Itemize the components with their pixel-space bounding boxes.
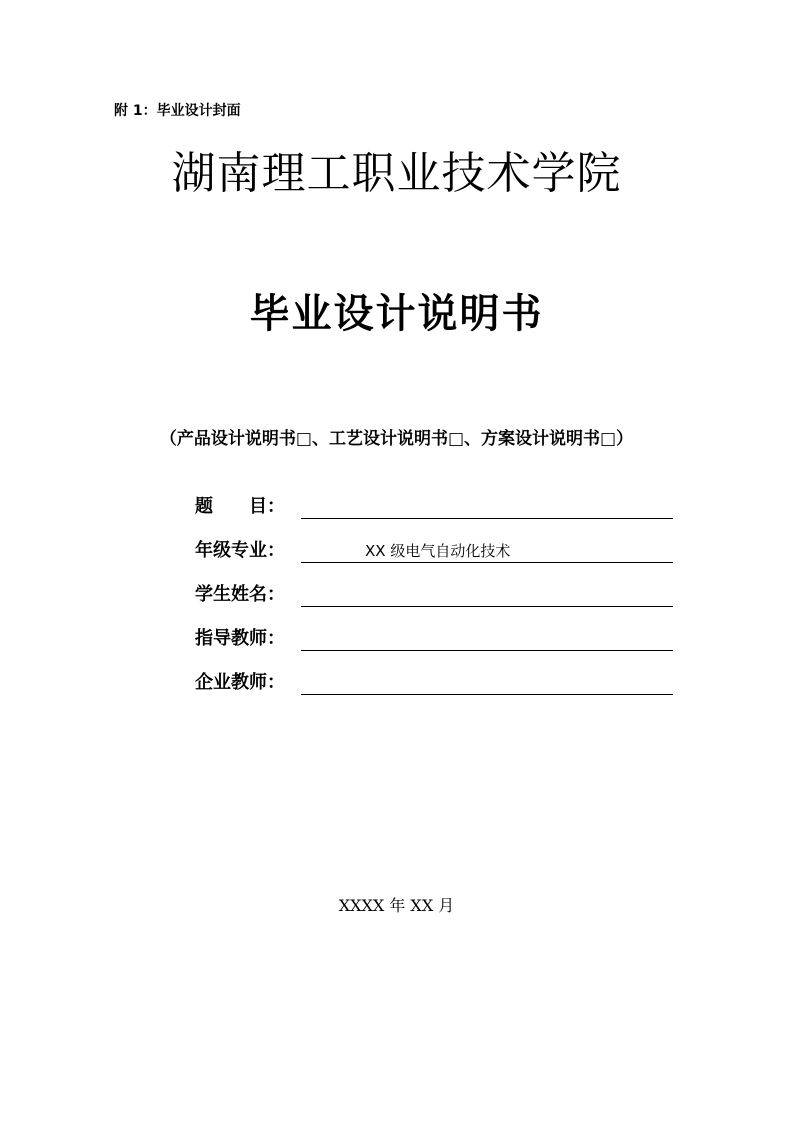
- date-line: XXXX 年 XX 月: [338, 896, 455, 915]
- document-type-options: （产品设计说明书□、工艺设计说明书□、方案设计说明书□）: [159, 429, 634, 449]
- field-major-label: 年级专业：: [195, 540, 285, 561]
- cover-fields: [195, 494, 675, 714]
- field-company-advisor: [195, 670, 675, 714]
- field-title: [195, 494, 675, 538]
- school-name: 湖南理工职业技术学院: [171, 148, 622, 199]
- field-major-value: XX 级电气自动化技术: [365, 542, 511, 560]
- field-student-name-label: 学生姓名：: [195, 584, 285, 605]
- document-title: 毕业设计说明书: [249, 291, 544, 337]
- appendix-label: 附 1：毕业设计封面: [114, 103, 241, 119]
- field-advisor: [195, 626, 675, 670]
- field-student-name: [195, 582, 675, 626]
- field-major: [195, 538, 675, 582]
- field-company-advisor-underline: [301, 694, 673, 695]
- field-title-underline: [301, 518, 673, 519]
- field-major-underline: [301, 562, 673, 563]
- field-advisor-label: 指导教师：: [195, 628, 285, 649]
- field-title-label: 题 目：: [195, 496, 285, 517]
- field-advisor-underline: [301, 650, 673, 651]
- field-company-advisor-label: 企业教师：: [195, 672, 285, 693]
- field-student-name-underline: [301, 606, 673, 607]
